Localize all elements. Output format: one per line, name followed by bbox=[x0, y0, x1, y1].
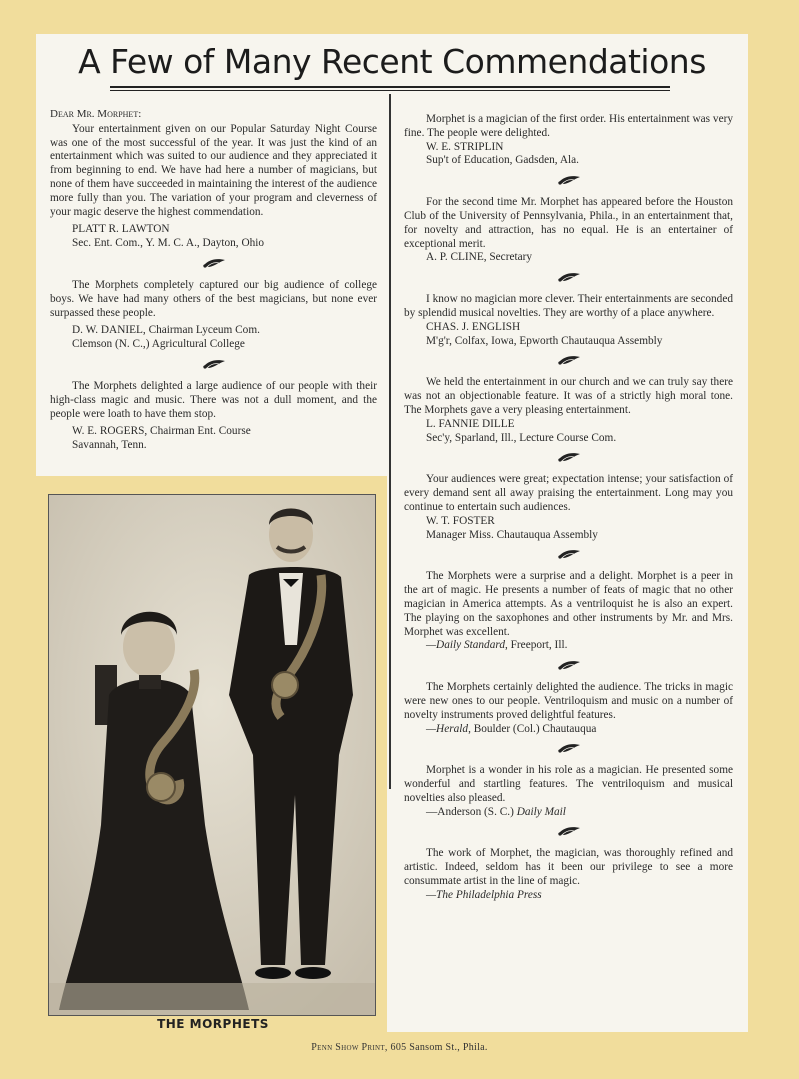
r8-source-b: Daily Mail bbox=[516, 805, 566, 818]
r5-title: Manager Miss. Chautauqua Assembly bbox=[426, 528, 598, 541]
r4-name: L. FANNIE DILLE bbox=[426, 417, 515, 430]
letter1-body: Your entertainment given on our Popular Saturday Night Course was one of the most successful of the year. It was just the kind of an entertainment which was suited to our audience and they appreciated it from beginning to end. We have had here a number of magicians, but none of them have succeeded in maintaining the interest of the audience more fully than you. The variation of your program and cleverness of your magic deserve the highest commendation. bbox=[50, 122, 377, 218]
r4-body: We held the entertainment in our church and we can truly say there was not an objectionable feature. It was of a strictly high moral tone. The Morphets gave a very pleasing entertainment. bbox=[404, 376, 733, 416]
letter3-body: The Morphets delighted a large audience of our people with their high-class magic and music. There was not a dull moment, and the people were loath to have them stop. bbox=[50, 379, 377, 420]
r1-title: Sup't of Education, Gadsden, Ala. bbox=[426, 154, 579, 167]
photo-caption: THE MORPHETS bbox=[157, 1017, 269, 1031]
r8-body: Morphet is a wonder in his role as a magician. He presented some wonderful and startling features. The ventriloquism and musical novelties also pleased. bbox=[404, 764, 733, 804]
leaf-ornament-icon bbox=[404, 174, 733, 188]
r4-title: Sec'y, Sparland, Ill., Lecture Course Com. bbox=[426, 431, 617, 444]
column-divider bbox=[389, 94, 391, 789]
left-column bbox=[50, 108, 377, 453]
leaf-ornament-icon bbox=[50, 257, 377, 271]
r8-source-a: —Anderson (S. C.) bbox=[426, 805, 517, 818]
letter2-sig1: D. W. DANIEL, Chairman Lyceum Com. bbox=[72, 324, 260, 337]
r6-body: The Morphets were a surprise and a delight. Morphet is a peer in the art of magic. He presents a number of feats of magic that no other magician in America attempts. As a ventriloquist he is also an expert. The playing on the saxophones and other instruments by Mr. and Mrs. Morphet was excellent. bbox=[404, 570, 733, 638]
letter1-title: Sec. Ent. Com., Y. M. C. A., Dayton, Ohio bbox=[72, 237, 265, 250]
letter2-body: The Morphets completely captured our big audience of college boys. We have had many others of the best magicians, but none ever surpassed these people. bbox=[50, 278, 377, 319]
r3-name: CHAS. J. ENGLISH bbox=[426, 320, 521, 333]
footer bbox=[0, 1042, 799, 1053]
title-rule bbox=[110, 86, 670, 91]
letter3-sig1: W. E. ROGERS, Chairman Ent. Course bbox=[72, 425, 251, 438]
letter1-name: PLATT R. LAWTON bbox=[72, 223, 170, 236]
r1-body: Morphet is a magician of the first order. His entertainment was very fine. The people were delighted. bbox=[404, 113, 733, 139]
leaf-ornament-icon bbox=[404, 659, 733, 673]
r2-sig: A. P. CLINE, Secretary bbox=[426, 251, 533, 264]
leaf-ornament-icon bbox=[404, 271, 733, 285]
page-title: A Few of Many Recent Commendations bbox=[78, 42, 706, 81]
r6-source: —Daily Standard bbox=[426, 639, 505, 652]
r7-body: The Morphets certainly delighted the audience. The tricks in magic were new ones to our people. Ventriloquism and music on a number of novelty instruments proved delightful features. bbox=[404, 681, 733, 721]
leaf-ornament-icon bbox=[404, 451, 733, 465]
r9-body: The work of Morphet, the magician, was thoroughly refined and artistic. Indeed, seldom has it been our privilege to see a more consummate artist in the line of magic. bbox=[404, 847, 733, 888]
salutation: Dear Mr. Morphet: bbox=[50, 108, 142, 120]
leaf-ornament-icon bbox=[404, 825, 733, 839]
r5-body: Your audiences were great; expectation intense; your satisfaction of every demand sent all away praising the entertainment. Long may you continue to entertain such audiences. bbox=[404, 473, 733, 513]
morphets-photo bbox=[48, 494, 376, 1016]
letter2-sig2: Clemson (N. C.,) Agricultural College bbox=[72, 338, 245, 351]
leaf-ornament-icon bbox=[404, 354, 733, 368]
r3-body: I know no magician more clever. Their entertainments are seconded by splendid musical novelties. They are worthy of a place anywhere. bbox=[404, 293, 733, 319]
r7-source: —Herald bbox=[426, 722, 469, 735]
r9-source: —The Philadelphia Press bbox=[426, 888, 542, 901]
leaf-ornament-icon bbox=[50, 358, 377, 372]
r8-attribution bbox=[404, 806, 733, 820]
r1-name: W. E. STRIPLIN bbox=[426, 140, 504, 153]
r7-place: , Boulder (Col.) Chautauqua bbox=[468, 722, 597, 735]
r6-place: , Freeport, Ill. bbox=[504, 639, 568, 652]
leaf-ornament-icon bbox=[404, 548, 733, 562]
r7-attribution bbox=[404, 723, 733, 737]
r2-body: For the second time Mr. Morphet has appeared before the Houston Club of the University of Pennsylvania, Phila., in an entertainment that, for novelty and attraction, has no equal. He is an entertainer of exceptional merit. bbox=[404, 196, 733, 250]
right-column bbox=[404, 113, 733, 903]
footer-address: 605 Sansom St., Phila. bbox=[390, 1042, 488, 1053]
leaf-ornament-icon bbox=[404, 742, 733, 756]
r6-attribution bbox=[404, 639, 733, 653]
r5-name: W. T. FOSTER bbox=[426, 514, 495, 527]
letter3-sig2: Savannah, Tenn. bbox=[72, 439, 147, 452]
r3-title: M'g'r, Colfax, Iowa, Epworth Chautauqua Assembly bbox=[426, 334, 663, 347]
footer-printer: Penn Show Print, bbox=[311, 1042, 388, 1053]
